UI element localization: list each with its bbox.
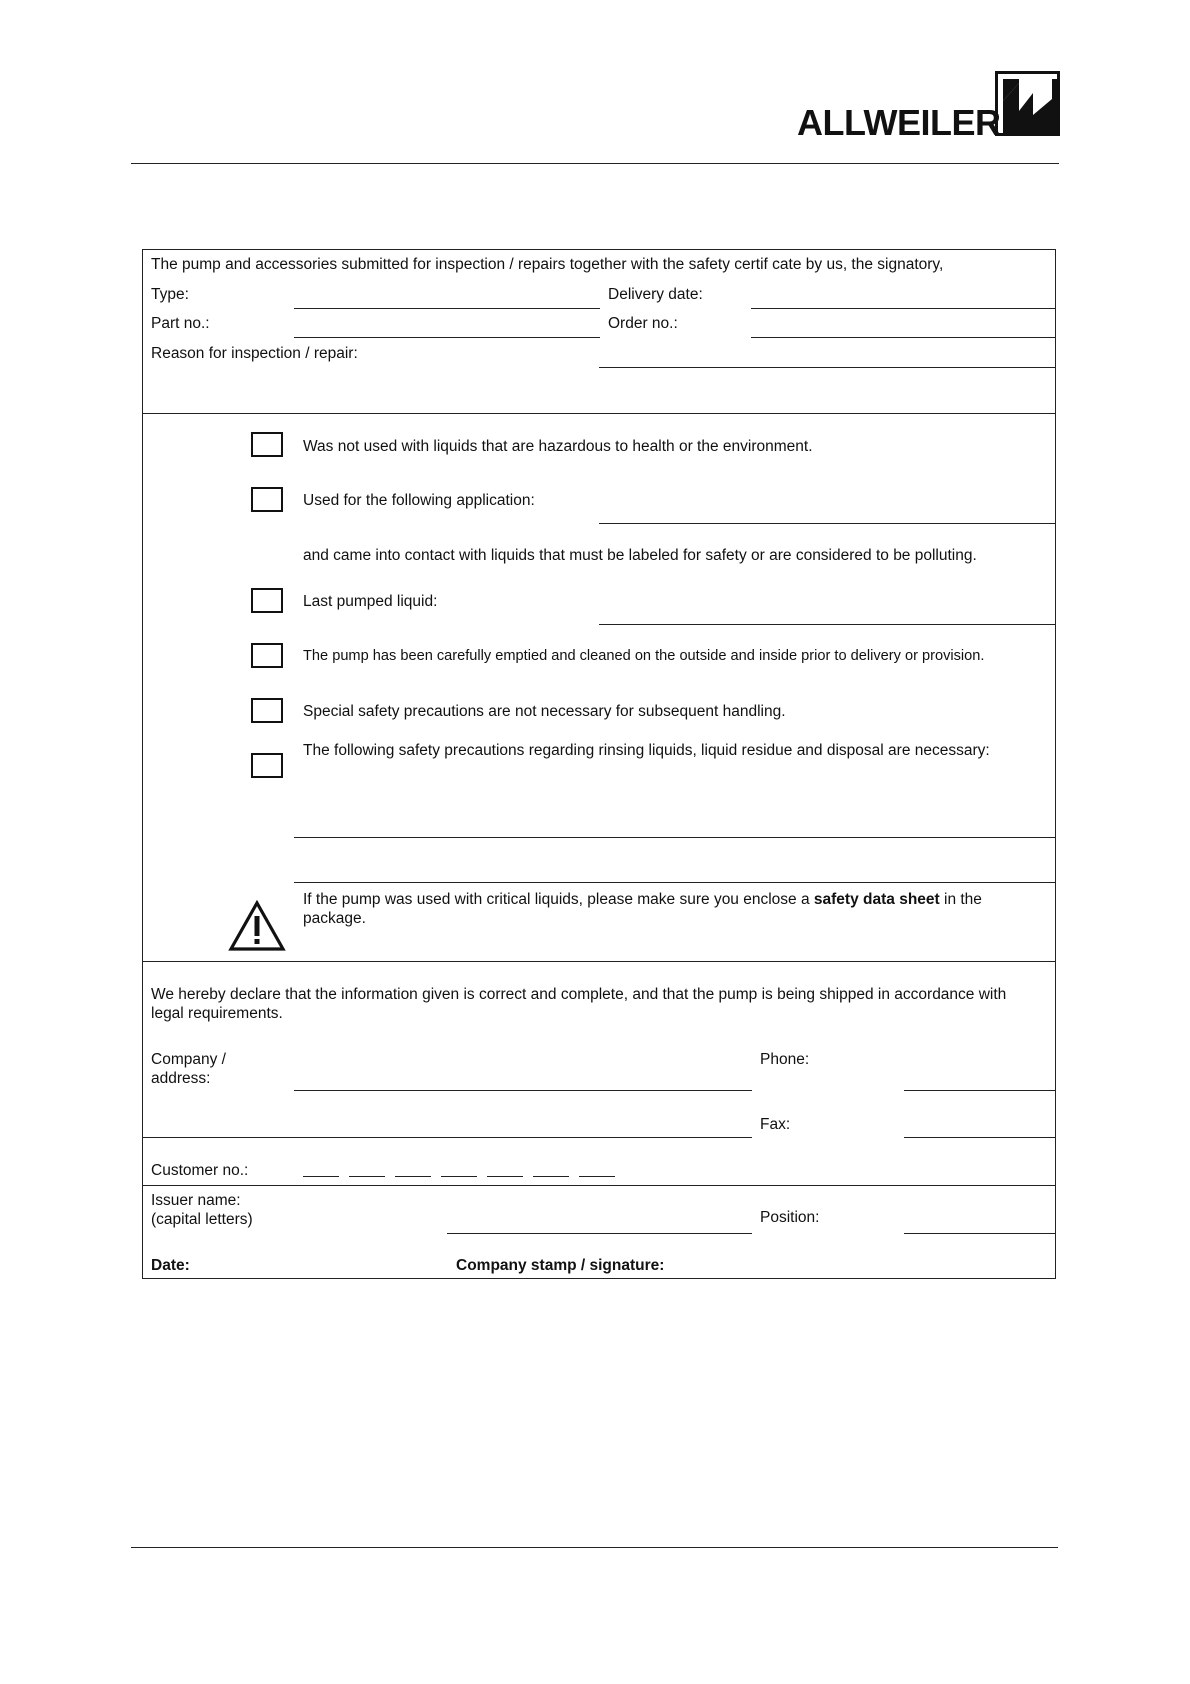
checkbox-emptied[interactable]	[251, 643, 283, 668]
checkbox-last-pumped[interactable]	[251, 588, 283, 613]
checkbox-following-precautions[interactable]	[251, 753, 283, 778]
phone-label: Phone:	[760, 1051, 810, 1068]
section2-divider	[142, 961, 1056, 962]
company-bottom-line	[142, 1137, 752, 1138]
date-label: Date:	[151, 1257, 190, 1274]
warning-text-pre: If the pump was used with critical liquids, please make sure you enclose a	[303, 891, 814, 908]
intro-text: The pump and accessories submitted for inspection / repairs together with the safety certif cate by us, the signatory,	[151, 256, 944, 273]
customer-no-digit-1[interactable]	[303, 1176, 339, 1177]
order-no-field[interactable]	[751, 337, 1056, 338]
issuer-name-field[interactable]	[447, 1233, 752, 1234]
company-label: Company /	[151, 1051, 226, 1068]
checkbox-used-for[interactable]	[251, 487, 283, 512]
checkbox-not-used[interactable]	[251, 432, 283, 457]
special-not-necessary-text: Special safety precautions are not necessary for subsequent handling.	[303, 703, 786, 720]
reason-label: Reason for inspection / repair:	[151, 345, 358, 362]
part-no-field[interactable]	[294, 337, 600, 338]
precautions-field-1[interactable]	[294, 837, 1056, 838]
emptied-text: The pump has been carefully emptied and cleaned on the outside and inside prior to delivery or provision.	[303, 648, 985, 664]
precautions-field-2[interactable]	[294, 882, 1056, 883]
header-rule	[131, 163, 1059, 164]
allweiler-logo-icon	[995, 71, 1060, 136]
customer-no-digit-2[interactable]	[349, 1176, 385, 1177]
customer-no-digit-7[interactable]	[579, 1176, 615, 1177]
warning-text	[303, 890, 982, 909]
fax-label: Fax:	[760, 1116, 791, 1133]
capital-letters-label: (capital letters)	[151, 1211, 253, 1228]
warning-text-post: in the	[939, 891, 982, 908]
customer-no-digit-4[interactable]	[441, 1176, 477, 1177]
company-address-field[interactable]	[294, 1090, 752, 1091]
declaration-text-line2: legal requirements.	[151, 1005, 283, 1022]
used-for-text: Used for the following application:	[303, 492, 535, 509]
issuer-name-label: Issuer name:	[151, 1192, 241, 1209]
footer-rule	[131, 1547, 1058, 1548]
order-no-label: Order no.:	[608, 315, 678, 332]
warning-triangle-icon	[228, 900, 286, 952]
warning-text-line2: package.	[303, 910, 366, 927]
type-label: Type:	[151, 286, 189, 303]
application-field[interactable]	[599, 523, 1056, 524]
phone-field[interactable]	[904, 1090, 1056, 1091]
position-label: Position:	[760, 1209, 820, 1226]
delivery-date-field[interactable]	[751, 308, 1056, 309]
customer-no-digit-5[interactable]	[487, 1176, 523, 1177]
position-field[interactable]	[904, 1233, 1056, 1234]
reason-field[interactable]	[599, 367, 1056, 368]
section1-divider	[142, 413, 1056, 414]
last-pumped-text: Last pumped liquid:	[303, 593, 438, 610]
part-no-label: Part no.:	[151, 315, 210, 332]
safety-data-sheet-text: safety data sheet	[813, 891, 940, 908]
brand-name: ALLWEILER	[797, 102, 1001, 143]
delivery-date-label: Delivery date:	[608, 286, 703, 303]
contact-text: and came into contact with liquids that must be labeled for safety or are considered to be polluting.	[303, 547, 977, 564]
customer-no-digit-3[interactable]	[395, 1176, 431, 1177]
not-used-text: Was not used with liquids that are hazardous to health or the environment.	[303, 438, 813, 455]
customer-no-label: Customer no.:	[151, 1162, 249, 1179]
address-label: address:	[151, 1070, 211, 1087]
checkbox-special-not-necessary[interactable]	[251, 698, 283, 723]
customer-no-digit-6[interactable]	[533, 1176, 569, 1177]
customer-divider	[142, 1185, 1056, 1186]
following-precautions-text: The following safety precautions regarding rinsing liquids, liquid residue and disposal are necessary:	[303, 742, 990, 759]
declaration-text: We hereby declare that the information given is correct and complete, and that the pump is being shipped in accordance with	[151, 986, 1007, 1003]
last-pumped-field[interactable]	[599, 624, 1056, 625]
company-stamp-label: Company stamp / signature:	[456, 1257, 665, 1274]
type-field[interactable]	[294, 308, 600, 309]
fax-field[interactable]	[904, 1137, 1056, 1138]
